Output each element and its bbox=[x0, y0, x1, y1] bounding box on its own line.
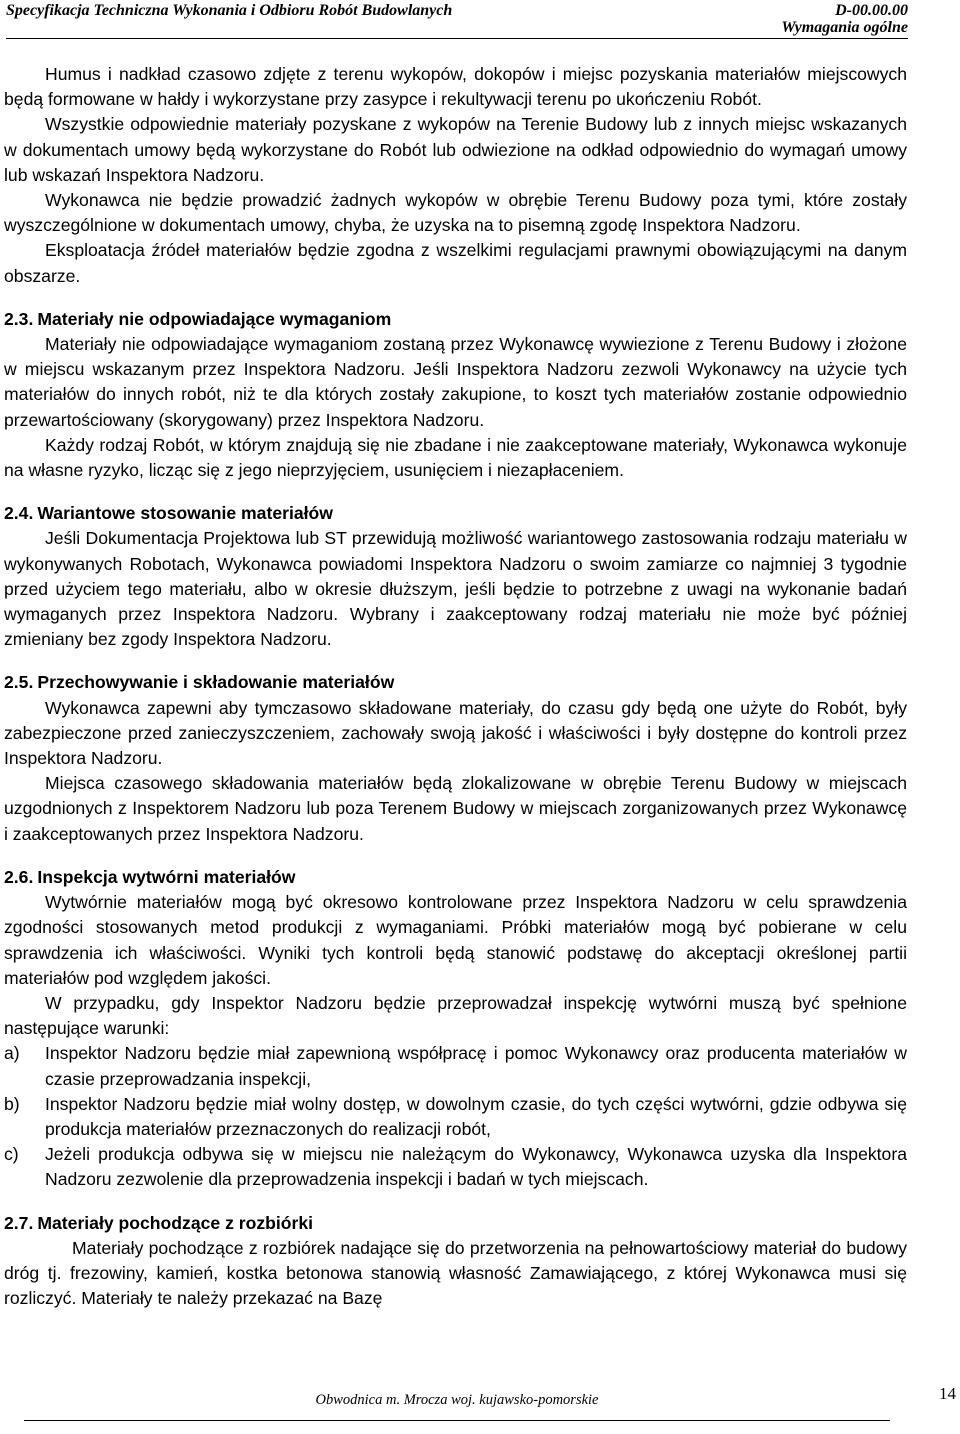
header-subtitle: Wymagania ogólne bbox=[781, 19, 908, 36]
section-2-6-paragraph: W przypadku, gdy Inspektor Nadzoru będzie przeprowadzał inspekcję wytwórni muszą być spełnione następujące warunki: bbox=[4, 992, 907, 1039]
list-item: c) Jeżeli produkcja odbywa się w miejscu nie należącym do Wykonawcy, Wykonawca uzyska dla Inspektora Nadzoru zezwolenie dla przeprowadzenia inspekcji i badań w tych miejscach. bbox=[4, 1144, 907, 1190]
intro-paragraph: Humus i nadkład czasowo zdjęte z terenu wykopów, dokopów i miejsc pozyskania materiałów miejscowych będą formowane w hałdy i wykorzystane przy zasypce i rekultywacji terenu po ukończeniu Robót. bbox=[4, 64, 907, 110]
section-2-3-paragraph: Każdy rodzaj Robót, w którym znajdują się nie zbadane i nie zaakceptowane materiały, Wykonawca wykonuje na własne ryzyko, licząc się z jego nieprzyjęciem, usunięciem i niezapłaceniem. bbox=[4, 434, 907, 481]
section-2-6-paragraph: Wytwórnie materiałów mogą być okresowo kontrolowane przez Inspektora Nadzoru w celu sprawdzenia zgodności stosowanych metod produkcji z wymaganiami. Próbki materiałów mogą być pobierane w celu sprawdzenia ich właściwości. Wyniki tych kontroli będą stanowić podstawę do akceptacji określonej partii materiałów pod względem jakości. bbox=[4, 892, 907, 988]
intro-paragraph: Wykonawca nie będzie prowadzić żadnych wykopów w obrębie Terenu Budowy poza tymi, które zostały wyszczególnione w dokumentach umowy, chyba, że uzyska na to pisemną zgodę Inspektora Nadzoru. bbox=[4, 190, 907, 236]
footer-text: Obwodnica m. Mrocza woj. kujawsko-pomorskie bbox=[315, 1392, 599, 1408]
page-number: 14 bbox=[939, 1384, 956, 1403]
section-2-7-paragraph: Materiały pochodzące z rozbiórek nadające się do przetworzenia na pełnowartościowy materiał do budowy dróg tj. frezowiny, kamień, kostka betonowa stanowią własność Zamawiającego, z której Wykonawca musi się rozliczyć. Materiały te należy przekazać na Bazę bbox=[4, 1237, 907, 1309]
section-heading-2-7: 2.7. Materiały pochodzące z rozbiórki bbox=[4, 1212, 314, 1233]
section-2-5-paragraph: Miejsca czasowego składowania materiałów będą zlokalizowane w obrębie Terenu Budowy w miejscach uzgodnionych z Inspektorem Nadzoru lub poza Terenem Budowy w miejscach zorganizowanych przez Wykonawcę i zaakceptowanych przez Inspektora Nadzoru. bbox=[4, 773, 907, 844]
section-heading-2-3: 2.3. Materiały nie odpowiadające wymaganiom bbox=[4, 308, 392, 329]
page-header bbox=[6, 0, 908, 39]
intro-paragraph: Eksploatacja źródeł materiałów będzie zgodna z wszelkimi regulacjami prawnymi obowiązującymi na danym obszarze. bbox=[4, 240, 907, 286]
section-2-4-paragraph: Jeśli Dokumentacja Projektowa lub ST przewidują możliwość wariantowego zastosowania rodzaju materiału w wykonywanych Robotach, Wykonawca powiadomi Inspektora Nadzoru o swoim zamiarze co najmniej 3 tygodnie przed użyciem tego materiału, albo w okresie dłuższym, jeśli będzie to potrzebne z uwagi na wykonanie badań wymaganych przez Inspektora Nadzoru. Wybrany i zaakceptowany rodzaj materiału nie może być później zmieniany bez zgody Inspektora Nadzoru. bbox=[4, 528, 907, 650]
section-heading-2-4: 2.4. Wariantowe stosowanie materiałów bbox=[4, 503, 333, 524]
header-code: D-00.00.00 bbox=[835, 2, 908, 19]
header-title: Specyfikacja Techniczna Wykonania i Odbioru Robót Budowlanych bbox=[6, 2, 453, 19]
intro-paragraph: Wszystkie odpowiednie materiały pozyskane z wykopów na Terenie Budowy lub z innych miejsc wskazanych w dokumentach umowy będą wykorzystane do Robót lub odwiezione na odkład odpowiednio do wymagań umowy lub wskazań Inspektora Nadzoru. bbox=[4, 114, 907, 185]
section-2-5-paragraph: Wykonawca zapewni aby tymczasowo składowane materiały, do czasu gdy będą one użyte do Robót, były zabezpieczone przed zanieczyszczeniem, zachowały swoją jakość i właściwości i były dostępne do kontroli przez Inspektora Nadzoru. bbox=[4, 697, 907, 769]
list-item: a) Inspektor Nadzoru będzie miał zapewnioną współpracę i pomoc Wykonawcy oraz producenta materiałów w czasie przeprowadzania inspekcji, bbox=[4, 1043, 907, 1089]
section-heading-2-6: 2.6. Inspekcja wytwórni materiałów bbox=[4, 866, 296, 887]
section-2-3-paragraph: Materiały nie odpowiadające wymaganiom zostaną przez Wykonawcę wywiezione z Terenu Budowy i złożone w miejscu wskazanym przez Inspektora Nadzoru. Jeśli Inspektora Nadzoru zezwoli Wykonawcy na użycie tych materiałów do innych robót, niż te dla których zostały zakupione, to koszt tych materiałów zostanie odpowiednio przewartościowany (skorygowany) przez Inspektora Nadzoru. bbox=[4, 334, 907, 430]
list-item: b) Inspektor Nadzoru będzie miał wolny dostęp, w dowolnym czasie, do tych części wytwórni, gdzie odbywa się produkcja materiałów przeznaczonych do realizacji robót, bbox=[4, 1093, 907, 1139]
footer-divider bbox=[24, 1420, 890, 1421]
section-heading-2-5: 2.5. Przechowywanie i składowanie materiałów bbox=[4, 672, 395, 693]
document-body bbox=[4, 62, 907, 1311]
